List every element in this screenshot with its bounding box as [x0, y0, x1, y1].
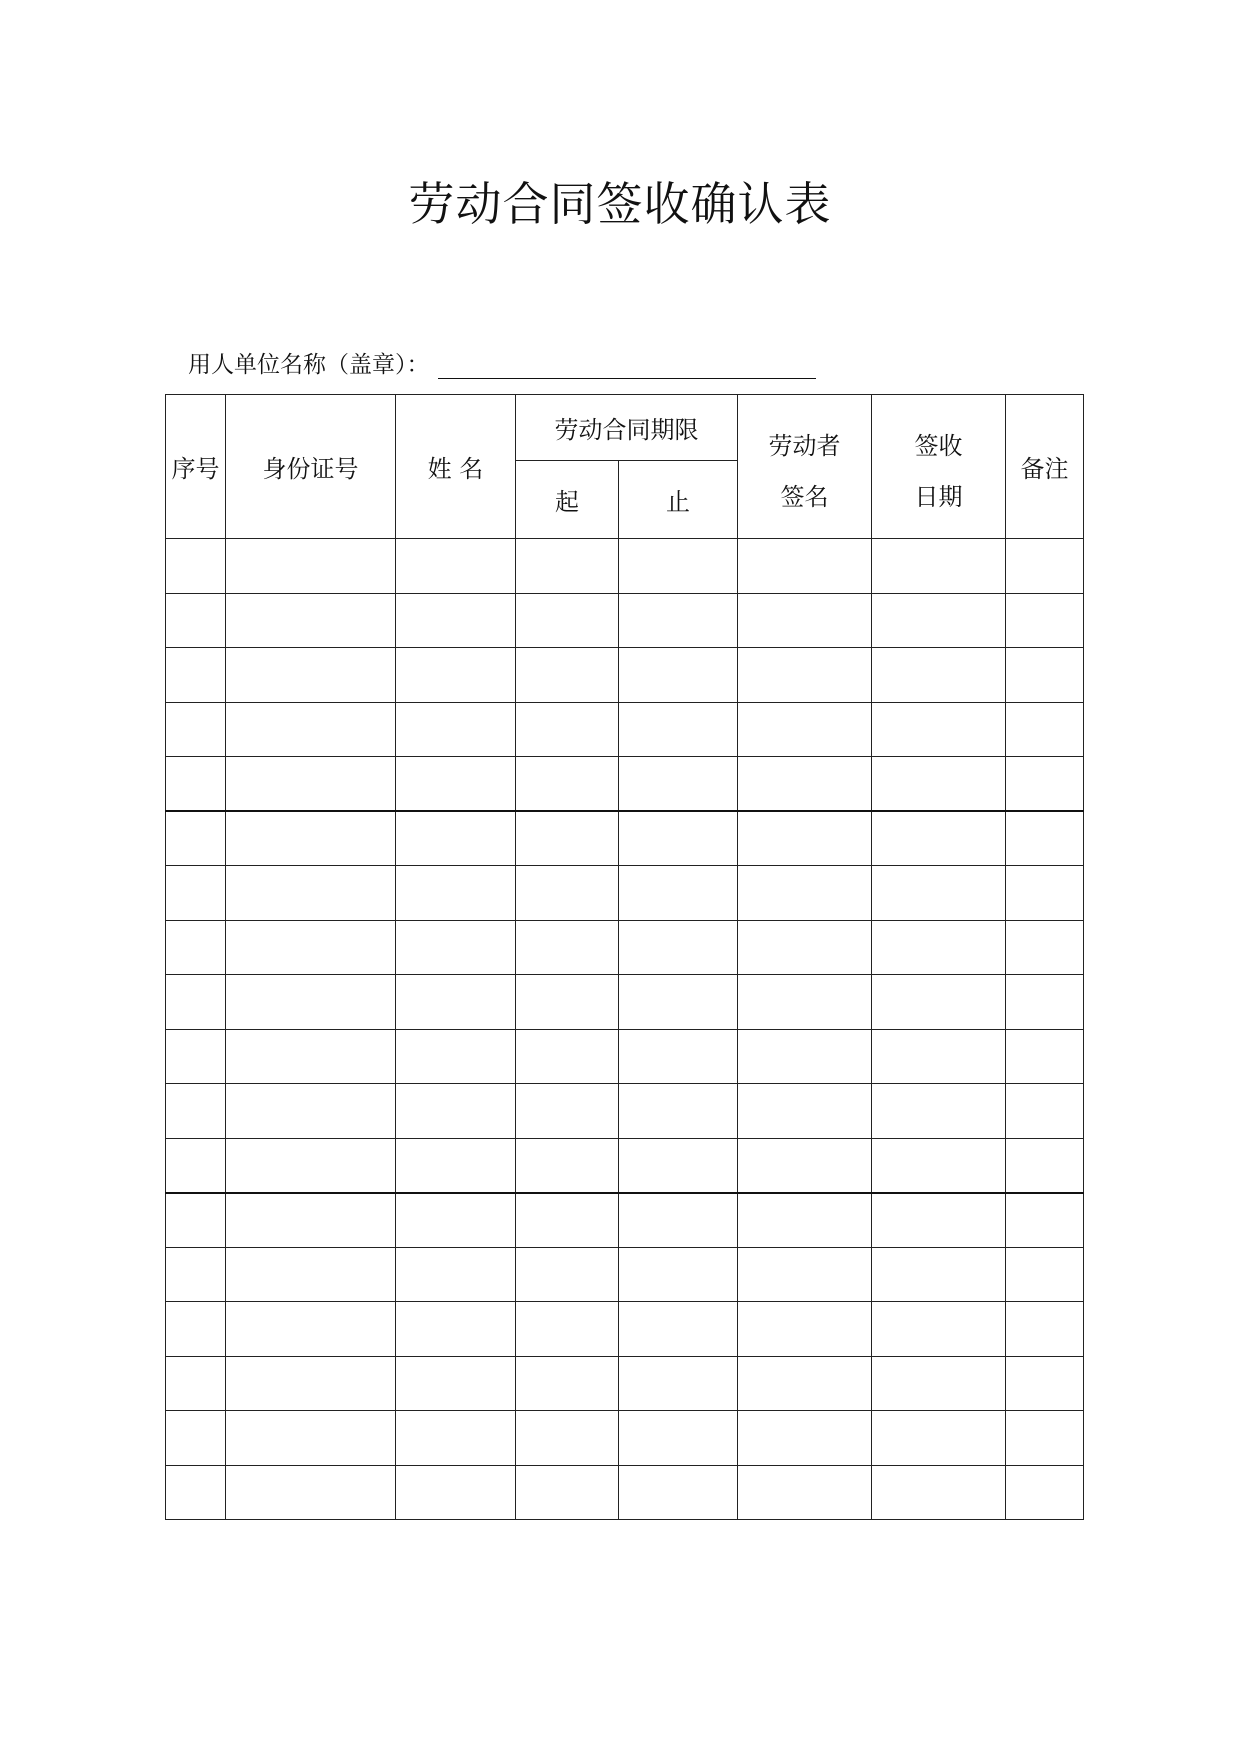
remarks-cell[interactable]: [1006, 593, 1084, 648]
worker-signature-cell[interactable]: [738, 866, 872, 921]
table-row: [166, 811, 1084, 866]
worker-signature-cell[interactable]: [738, 1302, 872, 1357]
seq-cell[interactable]: [166, 1465, 226, 1520]
id-number-cell[interactable]: [226, 920, 396, 975]
seq-cell[interactable]: [166, 702, 226, 757]
header-sign-date: [872, 395, 1006, 539]
seq-cell[interactable]: [166, 593, 226, 648]
sign-date-cell[interactable]: [872, 757, 1006, 812]
id-number-cell[interactable]: [226, 866, 396, 921]
id-number-cell[interactable]: [226, 1138, 396, 1193]
term-start-cell[interactable]: [516, 1356, 619, 1411]
id-number-cell[interactable]: [226, 1465, 396, 1520]
table-row: [166, 1193, 1084, 1248]
remarks-cell[interactable]: [1006, 1411, 1084, 1466]
name-cell[interactable]: [396, 593, 516, 648]
term-end-cell[interactable]: [619, 811, 738, 866]
term-end-cell[interactable]: [619, 866, 738, 921]
name-cell[interactable]: [396, 702, 516, 757]
employer-name-label: 用人单位名称（盖章）：: [188, 352, 430, 378]
worker-signature-cell[interactable]: [738, 811, 872, 866]
id-number-cell[interactable]: [226, 975, 396, 1030]
worker-signature-cell[interactable]: [738, 1465, 872, 1520]
term-start-cell[interactable]: [516, 920, 619, 975]
seq-cell[interactable]: [166, 648, 226, 703]
remarks-cell[interactable]: [1006, 1084, 1084, 1139]
term-end-cell[interactable]: [619, 920, 738, 975]
table-row: [166, 866, 1084, 921]
worker-signature-cell[interactable]: [738, 975, 872, 1030]
remarks-cell[interactable]: [1006, 539, 1084, 594]
term-start-cell[interactable]: [516, 539, 619, 594]
term-end-cell[interactable]: [619, 1465, 738, 1520]
table-row: [166, 539, 1084, 594]
sign-date-cell[interactable]: [872, 811, 1006, 866]
name-cell[interactable]: [396, 648, 516, 703]
table-body: [166, 539, 1084, 1520]
remarks-cell[interactable]: [1006, 920, 1084, 975]
worker-signature-cell[interactable]: [738, 1247, 872, 1302]
sign-date-cell[interactable]: [872, 702, 1006, 757]
sign-date-cell[interactable]: [872, 1465, 1006, 1520]
worker-signature-cell[interactable]: [738, 757, 872, 812]
sign-date-cell[interactable]: [872, 593, 1006, 648]
term-start-cell[interactable]: [516, 866, 619, 921]
sign-date-cell[interactable]: [872, 1302, 1006, 1357]
seq-cell[interactable]: [166, 1247, 226, 1302]
sign-date-cell[interactable]: [872, 920, 1006, 975]
term-start-cell[interactable]: [516, 702, 619, 757]
term-end-cell[interactable]: [619, 702, 738, 757]
term-start-cell[interactable]: [516, 1465, 619, 1520]
term-end-cell[interactable]: [619, 539, 738, 594]
term-end-cell[interactable]: [619, 593, 738, 648]
name-cell[interactable]: [396, 975, 516, 1030]
worker-signature-cell[interactable]: [738, 920, 872, 975]
term-end-cell[interactable]: [619, 757, 738, 812]
term-end-cell[interactable]: [619, 1029, 738, 1084]
seq-cell[interactable]: [166, 920, 226, 975]
worker-signature-cell[interactable]: [738, 1411, 872, 1466]
term-start-cell[interactable]: [516, 593, 619, 648]
term-start-cell[interactable]: [516, 648, 619, 703]
sign-date-cell[interactable]: [872, 1247, 1006, 1302]
contract-receipt-table: [165, 394, 1084, 1520]
table-row: [166, 1084, 1084, 1139]
table-row: [166, 1411, 1084, 1466]
id-number-cell[interactable]: [226, 539, 396, 594]
name-cell[interactable]: [396, 811, 516, 866]
header-term-start: 起: [516, 461, 619, 539]
header-seq: 序号: [166, 395, 226, 539]
term-end-cell[interactable]: [619, 1247, 738, 1302]
id-number-cell[interactable]: [226, 1247, 396, 1302]
id-number-cell[interactable]: [226, 1356, 396, 1411]
name-cell[interactable]: [396, 757, 516, 812]
remarks-cell[interactable]: [1006, 1465, 1084, 1520]
remarks-cell[interactable]: [1006, 1193, 1084, 1248]
term-start-cell[interactable]: [516, 811, 619, 866]
seq-cell[interactable]: [166, 1193, 226, 1248]
remarks-cell[interactable]: [1006, 866, 1084, 921]
term-start-cell[interactable]: [516, 1084, 619, 1139]
id-number-cell[interactable]: [226, 757, 396, 812]
term-end-cell[interactable]: [619, 1411, 738, 1466]
seq-cell[interactable]: [166, 1084, 226, 1139]
term-start-cell[interactable]: [516, 1247, 619, 1302]
term-end-cell[interactable]: [619, 1084, 738, 1139]
sign-date-cell[interactable]: [872, 1193, 1006, 1248]
form-title: 劳动合同签收确认表: [408, 177, 832, 231]
table-row: [166, 1029, 1084, 1084]
term-end-cell[interactable]: [619, 648, 738, 703]
term-start-cell[interactable]: [516, 1029, 619, 1084]
worker-signature-cell[interactable]: [738, 593, 872, 648]
employer-name-line: [188, 346, 816, 379]
seq-cell[interactable]: [166, 866, 226, 921]
sign-date-cell[interactable]: [872, 539, 1006, 594]
term-end-cell[interactable]: [619, 975, 738, 1030]
worker-signature-cell[interactable]: [738, 1029, 872, 1084]
worker-signature-cell[interactable]: [738, 648, 872, 703]
sign-date-cell[interactable]: [872, 1029, 1006, 1084]
seq-cell[interactable]: [166, 1356, 226, 1411]
seq-cell[interactable]: [166, 975, 226, 1030]
name-cell[interactable]: [396, 1193, 516, 1248]
header-term-end: 止: [619, 461, 738, 539]
table-row: [166, 1465, 1084, 1520]
table-row: [166, 702, 1084, 757]
header-worker-signature: [738, 395, 872, 539]
name-cell[interactable]: [396, 866, 516, 921]
header-sign-date-line2: 日期: [914, 482, 963, 511]
header-worker-signature-line1: 劳动者: [768, 431, 841, 460]
sign-date-cell[interactable]: [872, 866, 1006, 921]
seq-cell[interactable]: [166, 811, 226, 866]
remarks-cell[interactable]: [1006, 702, 1084, 757]
id-number-cell[interactable]: [226, 1084, 396, 1139]
id-number-cell[interactable]: [226, 648, 396, 703]
table-row: [166, 1138, 1084, 1193]
worker-signature-cell[interactable]: [738, 1193, 872, 1248]
term-start-cell[interactable]: [516, 1138, 619, 1193]
seq-cell[interactable]: [166, 1029, 226, 1084]
header-remarks: 备注: [1006, 395, 1084, 539]
remarks-cell[interactable]: [1006, 1029, 1084, 1084]
name-cell[interactable]: [396, 1138, 516, 1193]
worker-signature-cell[interactable]: [738, 1356, 872, 1411]
name-cell[interactable]: [396, 1084, 516, 1139]
name-cell[interactable]: [396, 1356, 516, 1411]
header-worker-signature-line2: 签名: [780, 482, 829, 511]
sign-date-cell[interactable]: [872, 1356, 1006, 1411]
term-start-cell[interactable]: [516, 1411, 619, 1466]
id-number-cell[interactable]: [226, 1193, 396, 1248]
name-cell[interactable]: [396, 1247, 516, 1302]
name-cell[interactable]: [396, 1411, 516, 1466]
worker-signature-cell[interactable]: [738, 539, 872, 594]
remarks-cell[interactable]: [1006, 648, 1084, 703]
header-name: 姓 名: [396, 395, 516, 539]
name-cell[interactable]: [396, 1029, 516, 1084]
sign-date-cell[interactable]: [872, 1138, 1006, 1193]
remarks-cell[interactable]: [1006, 757, 1084, 812]
seq-cell[interactable]: [166, 1411, 226, 1466]
remarks-cell[interactable]: [1006, 1138, 1084, 1193]
worker-signature-cell[interactable]: [738, 1084, 872, 1139]
name-cell[interactable]: [396, 539, 516, 594]
remarks-cell[interactable]: [1006, 1302, 1084, 1357]
sign-date-cell[interactable]: [872, 975, 1006, 1030]
id-number-cell[interactable]: [226, 1411, 396, 1466]
name-cell[interactable]: [396, 920, 516, 975]
id-number-cell[interactable]: [226, 593, 396, 648]
sign-date-cell[interactable]: [872, 1411, 1006, 1466]
sign-date-cell[interactable]: [872, 1084, 1006, 1139]
worker-signature-cell[interactable]: [738, 1138, 872, 1193]
table-row: [166, 757, 1084, 812]
seq-cell[interactable]: [166, 757, 226, 812]
remarks-cell[interactable]: [1006, 811, 1084, 866]
seq-cell[interactable]: [166, 1138, 226, 1193]
header-sign-date-line1: 签收: [914, 431, 963, 460]
name-cell[interactable]: [396, 1465, 516, 1520]
term-start-cell[interactable]: [516, 1193, 619, 1248]
table-row: [166, 975, 1084, 1030]
term-end-cell[interactable]: [619, 1138, 738, 1193]
id-number-cell[interactable]: [226, 1029, 396, 1084]
table-row: [166, 920, 1084, 975]
worker-signature-cell[interactable]: [738, 702, 872, 757]
table-row: [166, 593, 1084, 648]
table-row: [166, 1356, 1084, 1411]
term-start-cell[interactable]: [516, 757, 619, 812]
remarks-cell[interactable]: [1006, 1247, 1084, 1302]
term-end-cell[interactable]: [619, 1356, 738, 1411]
header-contract-term: 劳动合同期限: [516, 395, 738, 461]
employer-name-field[interactable]: [438, 352, 816, 379]
term-end-cell[interactable]: [619, 1193, 738, 1248]
remarks-cell[interactable]: [1006, 975, 1084, 1030]
seq-cell[interactable]: [166, 539, 226, 594]
table-row: [166, 1247, 1084, 1302]
name-cell[interactable]: [396, 1302, 516, 1357]
table-row: [166, 648, 1084, 703]
sign-date-cell[interactable]: [872, 648, 1006, 703]
term-start-cell[interactable]: [516, 975, 619, 1030]
id-number-cell[interactable]: [226, 811, 396, 866]
id-number-cell[interactable]: [226, 702, 396, 757]
table-row: [166, 1302, 1084, 1357]
term-start-cell[interactable]: [516, 1302, 619, 1357]
id-number-cell[interactable]: [226, 1302, 396, 1357]
term-end-cell[interactable]: [619, 1302, 738, 1357]
seq-cell[interactable]: [166, 1302, 226, 1357]
header-id-number: 身份证号: [226, 395, 396, 539]
remarks-cell[interactable]: [1006, 1356, 1084, 1411]
